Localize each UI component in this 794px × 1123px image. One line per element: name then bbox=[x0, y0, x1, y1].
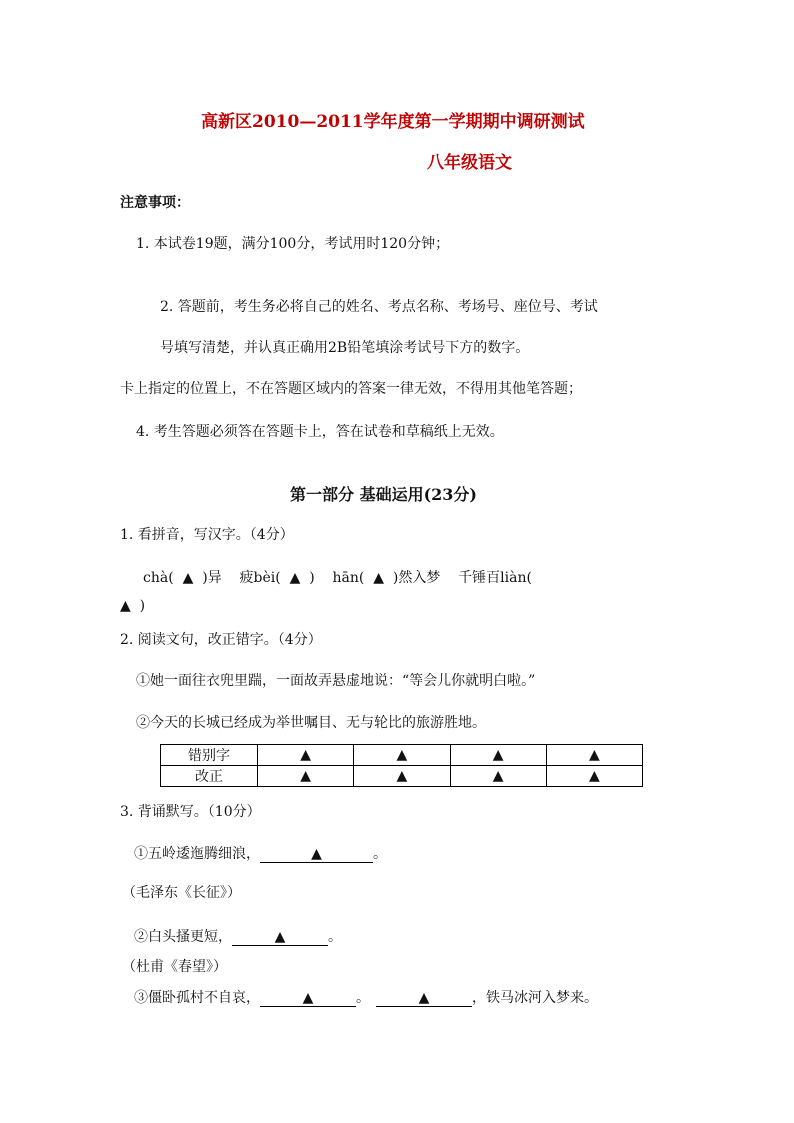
answer-blank[interactable]: ▲ bbox=[260, 990, 356, 1007]
q3-source-2: （杜甫《春望》） bbox=[122, 959, 227, 975]
q3-line-1 bbox=[134, 843, 387, 863]
table-row bbox=[161, 745, 643, 766]
table-row bbox=[161, 766, 643, 787]
answer-cell[interactable]: ▲ bbox=[546, 766, 642, 787]
q2-sentence-1: ①她一面往衣兜里踹，一面故弄悬虚地说：“等会儿你就明白啦。” bbox=[136, 673, 536, 689]
notice-item-1: 1. 本试卷19题，满分100分，考试用时120分钟； bbox=[136, 236, 450, 252]
part1-heading: 第一部分 基础运用(23分) bbox=[290, 485, 477, 504]
q1-pinyin-line-cont: ▲ ) bbox=[120, 598, 146, 614]
answer-cell[interactable]: ▲ bbox=[258, 745, 354, 766]
q3-prompt: 3. 背诵默写。（10分） bbox=[120, 804, 261, 820]
q3-line-3-mid: 。 bbox=[356, 990, 370, 1006]
answer-cell[interactable]: ▲ bbox=[258, 766, 354, 787]
answer-blank[interactable]: ▲ bbox=[376, 990, 472, 1007]
document-title: 高新区2010—2011学年度第一学期期中调研测试 bbox=[201, 112, 585, 132]
answer-blank[interactable]: ▲ bbox=[232, 929, 328, 946]
answer-cell[interactable]: ▲ bbox=[450, 745, 546, 766]
q3-line-3-text: ③僵卧孤村不自哀， bbox=[134, 990, 260, 1006]
correction-table bbox=[160, 744, 643, 787]
notice-heading: 注意事项： bbox=[120, 195, 190, 211]
q3-line-3 bbox=[134, 987, 598, 1007]
notice-item-4: 4. 考生答题必须答在答题卡上，答在试卷和草稿纸上无效。 bbox=[136, 424, 504, 440]
answer-cell[interactable]: ▲ bbox=[354, 766, 450, 787]
row-label-correct: 改正 bbox=[161, 766, 258, 787]
notice-item-2b: 号填写清楚，并认真正确用2B铅笔填涂考试号下方的数字。 bbox=[160, 340, 530, 356]
q2-prompt: 2. 阅读文句，改正错字。（4分） bbox=[120, 632, 322, 648]
notice-item-2a: 2. 答题前，考生务必将自己的姓名、考点名称、考场号、座位号、考试 bbox=[160, 299, 598, 315]
q3-source-1: （毛泽东《长征》） bbox=[122, 885, 241, 901]
answer-blank[interactable]: ▲ bbox=[260, 846, 373, 863]
answer-cell[interactable]: ▲ bbox=[546, 745, 642, 766]
q3-line-2-end: 。 bbox=[328, 929, 342, 945]
notice-item-3: 卡上指定的位置上，不在答题区域内的答案一律无效，不得用其他笔答题； bbox=[120, 381, 582, 397]
q3-line-3-end: ，铁马冰河入梦来。 bbox=[472, 990, 598, 1006]
q1-prompt: 1. 看拼音，写汉字。（4分） bbox=[120, 527, 294, 543]
document-subtitle: 八年级语文 bbox=[427, 153, 512, 173]
q2-sentence-2: ②今天的长城已经成为举世嘱目、无与轮比的旅游胜地。 bbox=[136, 715, 486, 731]
answer-cell[interactable]: ▲ bbox=[354, 745, 450, 766]
q3-line-2-text: ②白头搔更短， bbox=[134, 929, 232, 945]
q1-pinyin-line: chà( ▲ )异 疲bèi( ▲ ) hān( ▲ )然入梦 千锤百liàn( bbox=[143, 570, 532, 586]
row-label-wrong: 错别字 bbox=[161, 745, 258, 766]
answer-cell[interactable]: ▲ bbox=[450, 766, 546, 787]
q3-line-2 bbox=[134, 926, 342, 946]
q3-line-1-end: 。 bbox=[373, 846, 387, 862]
q3-line-1-text: ①五岭逶迤腾细浪， bbox=[134, 846, 260, 862]
